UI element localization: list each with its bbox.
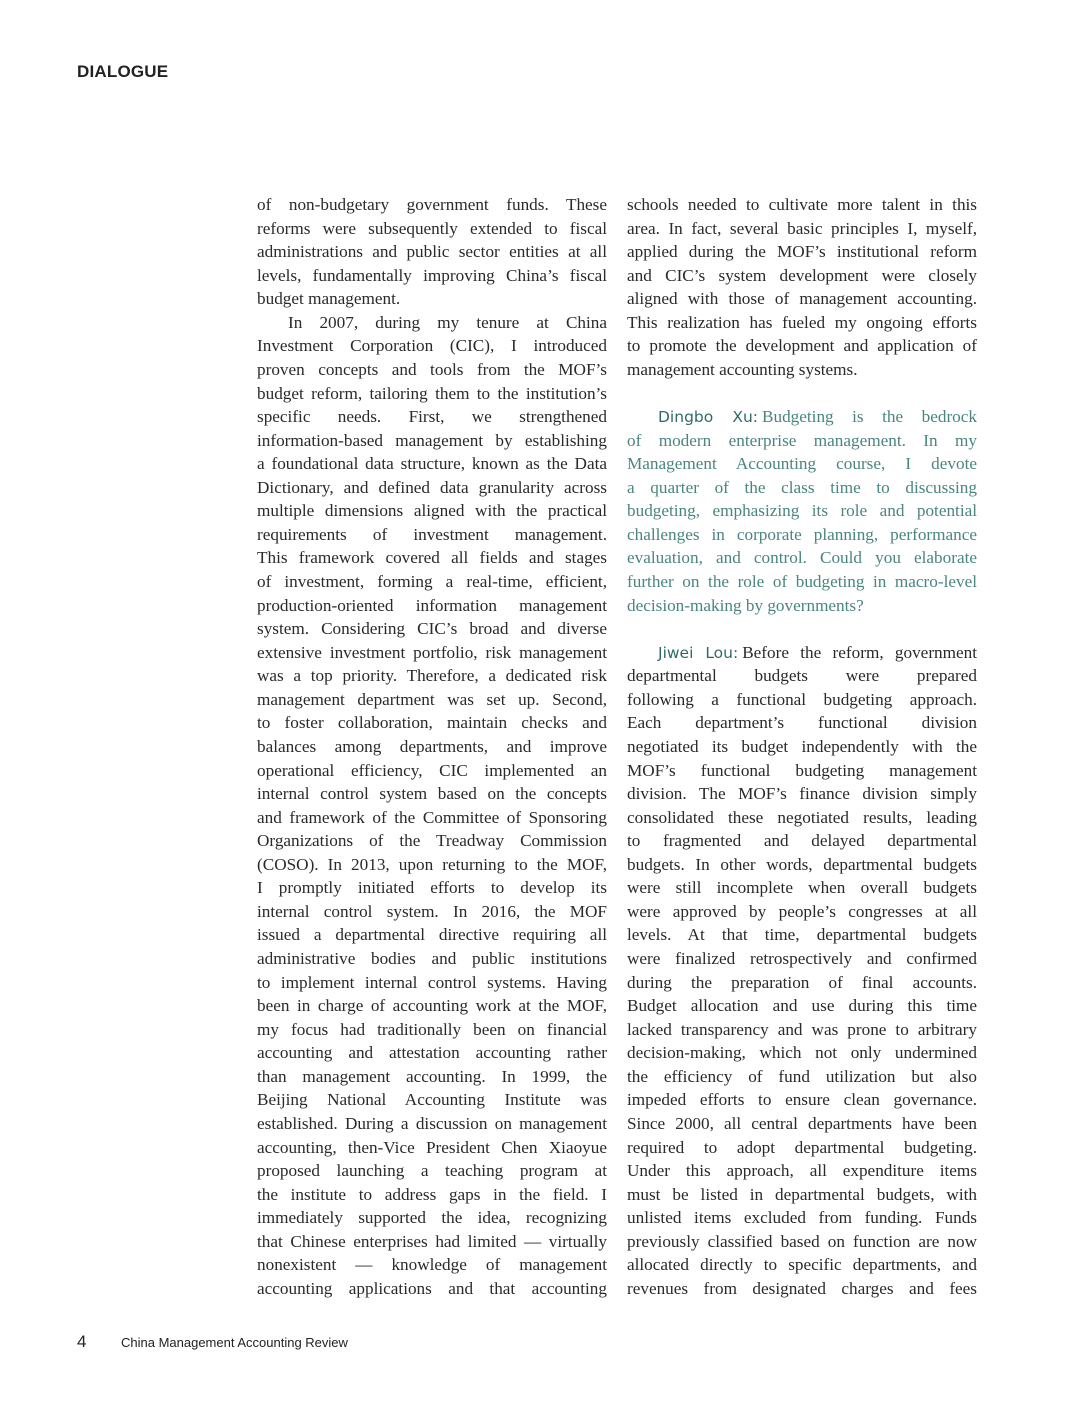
text-line [627, 287, 977, 311]
page-number: 4 [77, 1332, 87, 1351]
text-line [257, 759, 607, 783]
text-line [627, 900, 977, 924]
line-text: were approved by people’s congresses at all [627, 901, 977, 921]
text-line [257, 664, 607, 688]
text-line [257, 523, 607, 547]
line-text: to fragmented and delayed departmental [627, 831, 977, 851]
text-line [627, 1183, 977, 1207]
line-text: evaluation, and control. Could you elaborate [627, 548, 977, 568]
text-line [257, 334, 607, 358]
text-line [627, 853, 977, 877]
text-line [257, 1112, 607, 1136]
text-line [257, 688, 607, 712]
paragraph-spacer [627, 382, 977, 406]
line-text: allocated directly to specific departments, and [627, 1255, 977, 1275]
paragraph [257, 193, 607, 311]
line-text: Investment Corporation (CIC), I introduced [257, 336, 607, 356]
text-line [257, 1136, 607, 1160]
line-text: administrative bodies and public institutions [257, 949, 607, 968]
line-text: schools needed to cultivate more talent in this [627, 195, 977, 214]
text-line [627, 1277, 977, 1301]
text-line [627, 1230, 977, 1254]
line-text: management department was set up. Second, [257, 689, 607, 709]
line-text: Since 2000, all central departments have been [627, 1113, 977, 1133]
text-line [257, 546, 607, 570]
line-text: following a functional budgeting approach. [627, 689, 977, 709]
text-line [627, 499, 977, 523]
line-text: to foster collaboration, maintain checks and [257, 713, 607, 733]
text-line [627, 711, 977, 735]
question-paragraph [627, 405, 977, 617]
paragraph [627, 193, 977, 382]
line-text: decision-making by governments? [627, 595, 864, 615]
line-text: and framework of the Committee of Sponsoring [257, 807, 607, 827]
text-line [627, 1018, 977, 1042]
text-line [627, 994, 977, 1018]
line-text: balances among departments, and improve [257, 736, 607, 756]
line-text: and CIC’s system development were closely [627, 265, 977, 285]
line-text: than management accounting. In 1999, the [257, 1066, 607, 1086]
text-line [627, 476, 977, 500]
line-text: system. Considering CIC’s broad and diverse [257, 619, 607, 639]
line-text: Organizations of the Treadway Commission [257, 831, 607, 851]
line-text: nonexistent — knowledge of management [257, 1255, 607, 1275]
line-text: consolidated these negotiated results, leading [627, 807, 977, 827]
line-text: budgets. In other words, departmental budgets [627, 854, 977, 874]
text-line [257, 264, 607, 288]
line-text: Under this approach, all expenditure items [627, 1161, 977, 1181]
line-text: proven concepts and tools from the MOF’s [257, 359, 607, 379]
text-line [257, 287, 607, 311]
text-line [257, 476, 607, 500]
text-line [257, 1230, 607, 1254]
line-text: issued a departmental directive requiring all [257, 925, 607, 945]
line-text: Budget allocation and use during this time [627, 996, 977, 1016]
text-line [627, 1206, 977, 1230]
text-line [257, 240, 607, 264]
text-line [627, 264, 977, 288]
text-line [627, 193, 977, 217]
text-line [257, 947, 607, 971]
text-line [257, 971, 607, 995]
text-line [257, 900, 607, 924]
line-text: production-oriented information management [257, 595, 607, 615]
line-text: of non-budgetary government funds. These [257, 195, 607, 214]
line-text: levels, fundamentally improving China’s fiscal [257, 265, 607, 285]
text-line [627, 806, 977, 830]
text-line [627, 311, 977, 335]
text-line [257, 1018, 607, 1042]
text-line [257, 1041, 607, 1065]
text-line [257, 594, 607, 618]
line-text: negotiated its budget independently with the [627, 736, 977, 756]
line-text: departmental budgets were prepared [627, 666, 977, 686]
text-line [627, 594, 977, 618]
line-text: during the preparation of final accounts. [627, 972, 977, 992]
line-text: accounting applications and that accounting [257, 1278, 607, 1298]
text-line [627, 570, 977, 594]
text-line [257, 617, 607, 641]
line-text: division. The MOF’s finance division simply [627, 784, 977, 804]
text-line [627, 429, 977, 453]
line-text: requirements of investment management. [257, 524, 607, 544]
line-text: accounting, then-Vice President Chen Xiaoyue [257, 1137, 607, 1157]
text-line [627, 971, 977, 995]
text-line [257, 711, 607, 735]
text-line [627, 334, 977, 358]
line-text: impeded efforts to ensure clean governance. [627, 1090, 977, 1110]
text-line [627, 405, 977, 429]
text-line [257, 217, 607, 241]
line-text: to implement internal control systems. Having [257, 972, 607, 992]
line-text: Each department’s functional division [627, 713, 977, 733]
journal-title: China Management Accounting Review [121, 1335, 348, 1350]
text-line [627, 358, 977, 382]
line-text: proposed launching a teaching program at [257, 1161, 607, 1181]
line-text: budget reform, tailoring them to the institution’s [257, 383, 607, 403]
line-text: In 2007, during my tenure at China [288, 312, 607, 332]
text-line [257, 1206, 607, 1230]
text-line [257, 641, 607, 665]
line-text: Beijing National Accounting Institute was [257, 1090, 607, 1110]
left-column [257, 193, 607, 1300]
line-text: management accounting systems. [627, 359, 858, 379]
line-text: required to adopt departmental budgeting. [627, 1137, 977, 1157]
text-line [257, 452, 607, 476]
line-text: internal control system based on the concepts [257, 784, 607, 804]
line-text: were still incomplete when overall budgets [627, 878, 977, 898]
text-line [627, 876, 977, 900]
text-line [257, 994, 607, 1018]
line-text: further on the role of budgeting in macro-level [627, 572, 977, 591]
line-text: information-based management by establishing [257, 430, 607, 450]
speaker-name: Jiwei Lou: [658, 643, 739, 662]
line-text: challenges in corporate planning, performance [627, 524, 977, 544]
line-text: I promptly initiated efforts to develop its [257, 878, 607, 898]
text-line [257, 1183, 607, 1207]
section-header: DIALOGUE [77, 62, 169, 81]
text-line [627, 452, 977, 476]
line-text: budgeting, emphasizing its role and potential [627, 501, 977, 521]
text-line [627, 523, 977, 547]
text-line [257, 782, 607, 806]
line-text: lacked transparency and was prone to arbitrary [627, 1019, 977, 1039]
speaker-name: Dingbo Xu: [658, 408, 759, 427]
text-line [257, 311, 607, 335]
text-line [627, 923, 977, 947]
line-text: area. In fact, several basic principles I, myself, [627, 218, 977, 238]
text-line [257, 1088, 607, 1112]
line-text: This framework covered all fields and stages [257, 548, 607, 568]
text-line [627, 759, 977, 783]
line-text: decision-making, which not only undermined [627, 1043, 977, 1063]
line-text: specific needs. First, we strengthened [257, 407, 607, 427]
paragraph-spacer [627, 617, 977, 641]
text-line [257, 1065, 607, 1089]
line-text: reforms were subsequently extended to fiscal [257, 218, 607, 238]
line-text: of investment, forming a real-time, efficient, [257, 572, 607, 591]
text-line [257, 806, 607, 830]
line-text: the efficiency of fund utilization but also [627, 1066, 977, 1086]
line-text: Budgeting is the bedrock [762, 407, 977, 427]
line-text: accounting and attestation accounting rather [257, 1043, 607, 1063]
right-column [627, 193, 977, 1300]
line-text: immediately supported the idea, recognizing [257, 1208, 607, 1228]
text-line [257, 358, 607, 382]
text-line [257, 923, 607, 947]
line-text: levels. At that time, departmental budgets [627, 925, 977, 945]
text-line [627, 1136, 977, 1160]
line-text: administrations and public sector entities at all [257, 242, 607, 262]
paragraph [257, 311, 607, 1301]
text-line [627, 735, 977, 759]
text-line [257, 1253, 607, 1277]
line-text: the institute to address gaps in the field. I [257, 1184, 607, 1204]
line-text: must be listed in departmental budgets, with [627, 1184, 977, 1204]
line-text: extensive investment portfolio, risk management [257, 642, 607, 662]
text-line [627, 664, 977, 688]
text-line [627, 1041, 977, 1065]
text-line [257, 1277, 607, 1301]
line-text: a foundational data structure, known as the Data [257, 454, 607, 474]
text-line [627, 829, 977, 853]
line-text: a quarter of the class time to discussing [627, 477, 977, 497]
text-line [627, 1088, 977, 1112]
text-line [627, 1253, 977, 1277]
text-line [627, 240, 977, 264]
text-line [257, 829, 607, 853]
line-text: multiple dimensions aligned with the practical [257, 501, 607, 521]
text-line [627, 782, 977, 806]
line-text: This realization has fueled my ongoing efforts [627, 312, 977, 332]
text-line [257, 1159, 607, 1183]
text-line [257, 382, 607, 406]
line-text: internal control system. In 2016, the MOF [257, 901, 607, 921]
text-line [627, 546, 977, 570]
line-text: revenues from designated charges and fees [627, 1278, 977, 1298]
line-text: that Chinese enterprises had limited — virtually [257, 1231, 607, 1251]
line-text: to promote the development and application of [627, 336, 977, 356]
line-text: was a top priority. Therefore, a dedicated risk [257, 666, 607, 686]
line-text: aligned with those of management accounting. [627, 289, 977, 309]
line-text: applied during the MOF’s institutional reform [627, 242, 977, 262]
text-line [257, 853, 607, 877]
text-line [627, 1159, 977, 1183]
line-text: of modern enterprise management. In my [627, 430, 977, 450]
text-line [627, 217, 977, 241]
line-text: (COSO). In 2013, upon returning to the MOF, [257, 854, 607, 874]
paragraph [627, 641, 977, 1301]
line-text: were finalized retrospectively and confirmed [627, 949, 977, 968]
line-text: my focus had traditionally been on financial [257, 1019, 607, 1039]
line-text: been in charge of accounting work at the MOF, [257, 996, 607, 1016]
line-text: Management Accounting course, I devote [627, 454, 977, 474]
text-line [257, 429, 607, 453]
line-text: previously classified based on function are now [627, 1231, 977, 1251]
line-text: unlisted items excluded from funding. Funds [627, 1208, 977, 1228]
text-line [257, 735, 607, 759]
line-text: operational efficiency, CIC implemented an [257, 760, 607, 780]
text-line [257, 876, 607, 900]
line-text: Before the reform, government [742, 642, 977, 662]
text-line [257, 405, 607, 429]
text-line [627, 641, 977, 665]
text-line [627, 1112, 977, 1136]
text-line [257, 499, 607, 523]
text-line [627, 688, 977, 712]
line-text: budget management. [257, 289, 401, 309]
text-line [627, 1065, 977, 1089]
text-line [257, 570, 607, 594]
text-line [257, 193, 607, 217]
line-text: MOF’s functional budgeting management [627, 760, 977, 780]
line-text: Dictionary, and defined data granularity across [257, 477, 607, 497]
line-text: established. During a discussion on management [257, 1113, 607, 1133]
text-line [627, 947, 977, 971]
